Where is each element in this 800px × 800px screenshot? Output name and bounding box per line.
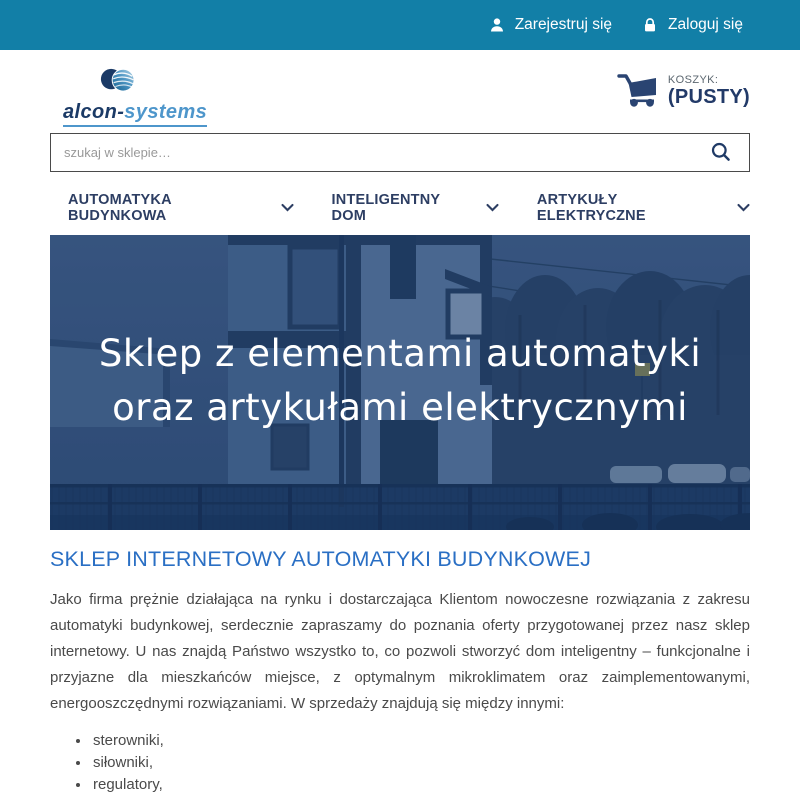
user-icon	[489, 17, 505, 33]
cart-icon	[615, 70, 659, 113]
nav-item-inteligentny-dom[interactable]	[332, 192, 499, 224]
chevron-down-icon	[486, 200, 499, 216]
login-label: Zaloguj się	[668, 16, 743, 33]
logo-icon	[96, 65, 207, 96]
brand-name-secondary: systems	[124, 101, 208, 123]
nav-item-artykuly-elektryczne[interactable]	[537, 192, 750, 224]
product-list	[50, 730, 750, 795]
search-icon	[710, 141, 731, 165]
list-item: • siłowniki,	[91, 752, 750, 774]
hero-heading-line1: Sklep z elementami automatyki	[98, 332, 702, 375]
intro-paragraph: Jako firma prężnie działająca na rynku i dostarczająca Klientom nowoczesne rozwiązania z zakresu automatyki budynkowej, serdecznie zapraszamy do poznania oferty przygotowanej przez nasz sklep internetowy. U nas znajdą Państwo wszystko to, co pozwoli stworzyć dom inteligentny – funkcjonalne i przyjazne dla mieszkańców miejsce, z optymalnym mikroklimatem oraz zaimplementowanymi, energooszczędnymi rozwiązaniami. W sprzedaży znajdują się między innymi:	[50, 591, 750, 712]
search-button[interactable]	[691, 134, 749, 171]
chevron-down-icon	[737, 200, 750, 216]
logo[interactable]	[63, 65, 207, 127]
hero-heading-line2: oraz artykułami elektrycznymi	[112, 386, 688, 429]
brand-name-primary: alcon-	[63, 101, 125, 123]
search-input[interactable]	[51, 134, 691, 171]
nav-item-label: ARTYKUŁY ELEKTRYCZNE	[536, 192, 646, 224]
nav-item-automatyka-budynkowa[interactable]	[68, 192, 294, 224]
list-item: • regulatory,	[91, 774, 750, 796]
main-content	[50, 547, 750, 795]
header	[50, 50, 750, 133]
page-title: SKLEP INTERNETOWY AUTOMATYKI BUDYNKOWEJ	[50, 547, 592, 571]
login-link[interactable]	[642, 16, 743, 34]
register-link[interactable]	[489, 16, 612, 34]
hero-heading	[50, 327, 750, 435]
brand-name	[63, 100, 207, 127]
main-nav	[50, 192, 750, 224]
nav-item-label: AUTOMATYKA BUDYNKOWA	[68, 192, 172, 224]
cart-status: (PUSTY)	[667, 86, 750, 108]
search-bar	[50, 133, 750, 172]
list-item: • sterowniki,	[91, 730, 750, 752]
hero-banner	[50, 235, 750, 530]
cart-widget[interactable]	[615, 70, 750, 113]
chevron-down-icon	[281, 200, 294, 216]
topbar	[0, 0, 800, 50]
lock-icon	[642, 17, 658, 33]
nav-item-label: INTELIGENTNY DOM	[331, 192, 441, 224]
cart-label: KOSZYK:	[667, 74, 719, 86]
register-label: Zarejestruj się	[514, 16, 613, 33]
